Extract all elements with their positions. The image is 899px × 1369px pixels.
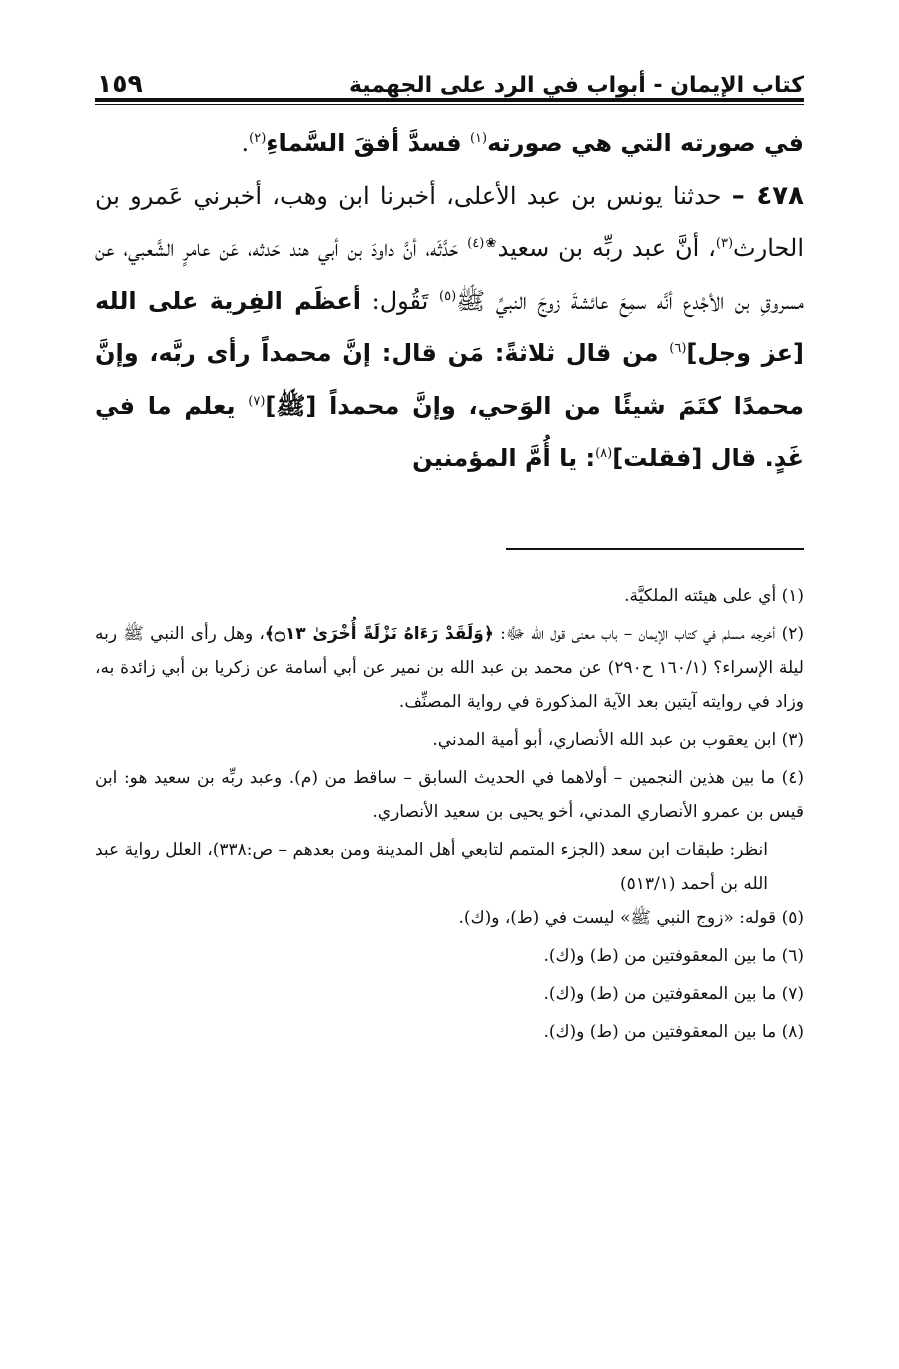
bold-phrase: يعلم ما في غَدٍ. قال [فقلت]	[95, 391, 804, 472]
footnotes	[95, 579, 804, 1053]
page-number: ١٥٩	[97, 69, 143, 98]
header-rule-thin	[95, 104, 804, 105]
text-run: حَدَّثَه، أنَّ داودَ بن أبي هند حَدثه، عَن عامرٍ الشَّعبي، عن مسروقِ بن الأجْدع أنَّه سمِعَ عائشةَ زوجَ النبيِّ ﷺ	[95, 234, 805, 315]
bold-phrase: في صورته التي هي صورته	[487, 129, 804, 157]
bold-phrase: أعظَم الفِرية على الله [عز وجل]	[95, 286, 804, 367]
main-text	[95, 117, 804, 485]
hadith-number: ٤٧٨ –	[731, 180, 804, 211]
quran-verse: ﴿وَلَقَدْ رَءَاهُ نَزْلَةً أُخْرَىٰ ۝١٣﴾	[264, 624, 494, 644]
bold-phrase: فسدَّ أفقَ السَّماءِ	[266, 129, 470, 157]
footnote-text: ، وهل رأى النبي ﷺ ربه ليلة الإسراء؟ (١٦٠/١ ح٢٩٠) عن محمد بن عبد الله بن نمير عن أبي أسامة عن زكريا بن أبي زائدة به، وزاد في روايته آيتين بعد الآية المذكورة في رواية المصنِّف.	[95, 624, 804, 712]
opening-line	[95, 117, 804, 170]
footnote-ref: ❀(٤)	[467, 236, 498, 251]
footnote-ref: (٧)	[248, 393, 266, 409]
hadith-paragraph	[95, 170, 804, 485]
text-run: حدثنا يونس بن عبد الأعلى، أخبرنا ابن وهب، أخبرني عَمرو بن الحارث	[95, 181, 804, 262]
footnote-ref: (٨)	[595, 446, 613, 461]
text-run: تَقُول:	[360, 286, 439, 315]
bold-phrase: : يا أُمَّ المؤمنين	[412, 444, 596, 472]
footnote-6: (٦) ما بين المعقوفتين من (ط) و(ك).	[543, 946, 804, 966]
footnote-1: (١) أي على هيئته الملكيَّة.	[624, 586, 804, 606]
footnote-ref: (٥)	[439, 288, 457, 304]
footnote-5: (٥) قوله: «زوج النبي ﷺ» ليست في (ط)، و(ك).	[458, 908, 804, 928]
footnote-ref: (٦)	[669, 341, 687, 356]
footnote-8: (٨) ما بين المعقوفتين من (ط) و(ك).	[543, 1022, 804, 1042]
text-run: .	[241, 129, 250, 157]
header-rule-thick	[95, 98, 804, 102]
footnote-2	[95, 617, 804, 719]
footnote-4: (٤) ما بين هذين النجمين – أولاهما في الحديث السابق – ساقط من (م). وعبد ربِّه بن سعيد هو: ابن قيس بن عمرو الأنصاري المدني، أخو يحيى بن سعيد الأنصاري.	[95, 768, 804, 822]
footnote-ref: (٣)	[715, 236, 734, 251]
text-run: ، أنَّ عبد ربِّه بن سعيد	[497, 234, 716, 262]
footnote-separator	[506, 548, 804, 550]
footnote-4-continued: انظر: طبقات ابن سعد (الجزء المتمم لتابعي أهل المدينة ومن بعدهم – ص:٣٣٨)، العلل رواية عبد الله بن أحمد (٥١٣/١)	[95, 840, 769, 894]
footnote-ref: (٢)	[249, 131, 267, 146]
footnote-ref: (١)	[469, 131, 488, 146]
footnote-7: (٧) ما بين المعقوفتين من (ط) و(ك).	[543, 984, 804, 1004]
bold-phrase: من قال ثلاثةً: مَن قال: إنَّ محمداً رأى ربَّه، وإنَّ محمدًا كتَمَ شيئًا من الوَحي، وإنَّ محمداً [ﷺ]	[95, 339, 805, 420]
page-header	[95, 52, 804, 98]
running-title: كتاب الإيمان - أبواب في الرد على الجهمية	[348, 73, 804, 98]
footnote-3: (٣) ابن يعقوب بن عبد الله الأنصاري، أبو أمية المدني.	[432, 730, 804, 750]
footnote-text: (٢) أخرجه مسلم في كتاب الإيمان – باب معنى قول الله ﷻ:	[493, 624, 804, 644]
